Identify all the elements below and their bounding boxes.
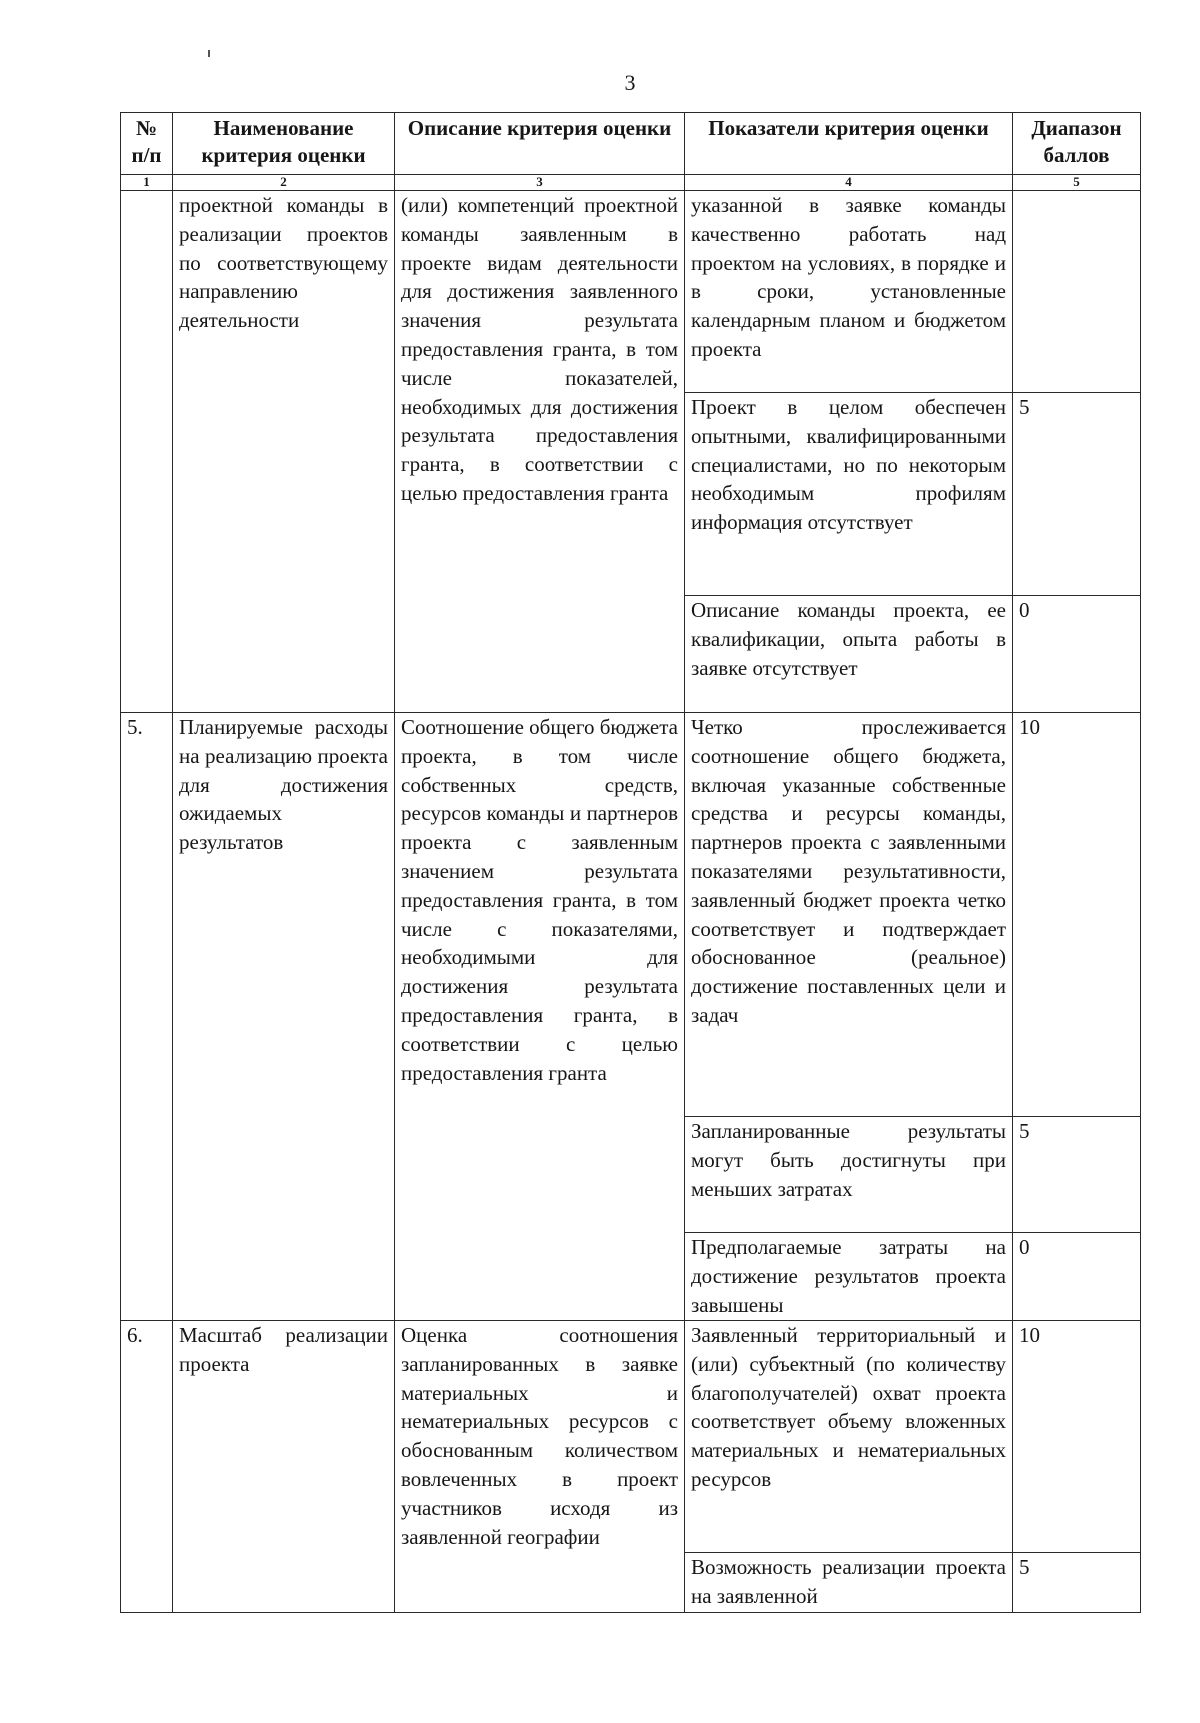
criterion-description: (или) компетенций проектной команды заявленным в проекте видам деятельности для достижения заявленного значения результата предоставления гранта, в том числе показателей, необходимых для достижения результата предоставления гранта, в соответствии с целью предоставления гранта: [395, 191, 685, 713]
criterion-number: 5.: [121, 713, 173, 1321]
score-value: [1013, 191, 1141, 393]
criterion-number: [121, 191, 173, 713]
criterion-number: 6.: [121, 1321, 173, 1613]
criterion-indicator: указанной в заявке команды качественно работать над проектом на условиях, в порядке и в сроки, установленные календарным планом и бюджетом проекта: [685, 191, 1013, 393]
criterion-indicator: Возможность реализации проекта на заявленной: [685, 1553, 1013, 1613]
criterion-indicator: Предполагаемые затраты на достижение результатов проекта завышены: [685, 1233, 1013, 1321]
score-value: 10: [1013, 713, 1141, 1117]
criteria-table: [120, 112, 1141, 1613]
score-value: 5: [1013, 393, 1141, 596]
table-row: [121, 1321, 1141, 1553]
score-value: 5: [1013, 1117, 1141, 1233]
scan-speck: [208, 50, 210, 57]
column-number: 4: [685, 175, 1013, 191]
column-number: 3: [395, 175, 685, 191]
criterion-name: Планируемые расходы на реализацию проекта для достижения ожидаемых результатов: [173, 713, 395, 1321]
header-row: [121, 113, 1141, 175]
score-value: 0: [1013, 596, 1141, 713]
criterion-indicator: Четко прослеживается соотношение общего бюджета, включая указанные собственные средства и ресурсы команды, партнеров проекта с заявленными показателями результативности, заявленный бюджет проекта четко соответствует и подтверждает обоснованное (реальное) достижение поставленных цели и задач: [685, 713, 1013, 1117]
header-score-range: Диапазон баллов: [1013, 113, 1141, 175]
table-row: [121, 713, 1141, 1117]
page-number: 3: [624, 70, 636, 95]
header-criterion-name: Наименование критерия оценки: [173, 113, 395, 175]
criterion-indicator: Проект в целом обеспечен опытными, квалифицированными специалистами, но по некоторым необходимым профилям информация отсутствует: [685, 393, 1013, 596]
criterion-description: Оценка соотношения запланированных в заявке материальных и нематериальных ресурсов с обоснованным количеством вовлеченных в проект участников исходя из заявленной географии: [395, 1321, 685, 1613]
column-number: 5: [1013, 175, 1141, 191]
header-number: № п/п: [121, 113, 173, 175]
criterion-description: Соотношение общего бюджета проекта, в том числе собственных средств, ресурсов команды и партнеров проекта с заявленным значением результата предоставления гранта, в том числе с показателями, необходимыми для достижения результата предоставления гранта, в соответствии с целью предоставления гранта: [395, 713, 685, 1321]
score-value: 5: [1013, 1553, 1141, 1613]
score-value: 10: [1013, 1321, 1141, 1553]
criterion-name: проектной команды в реализации проектов по соответствующему направлению деятельности: [173, 191, 395, 713]
criterion-indicator: Заявленный территориальный и (или) субъектный (по количеству благополучателей) охват проекта соответствует объему вложенных материальных и нематериальных ресурсов: [685, 1321, 1013, 1553]
header-criterion-indicators: Показатели критерия оценки: [685, 113, 1013, 175]
header-criterion-description: Описание критерия оценки: [395, 113, 685, 175]
criterion-indicator: Запланированные результаты могут быть достигнуты при меньших затратах: [685, 1117, 1013, 1233]
column-number: 1: [121, 175, 173, 191]
criterion-indicator: Описание команды проекта, ее квалификации, опыта работы в заявке отсутствует: [685, 596, 1013, 713]
score-value: 0: [1013, 1233, 1141, 1321]
criterion-name: Масштаб реализации проекта: [173, 1321, 395, 1613]
column-number: 2: [173, 175, 395, 191]
column-number-row: [121, 175, 1141, 191]
table-row: [121, 191, 1141, 393]
